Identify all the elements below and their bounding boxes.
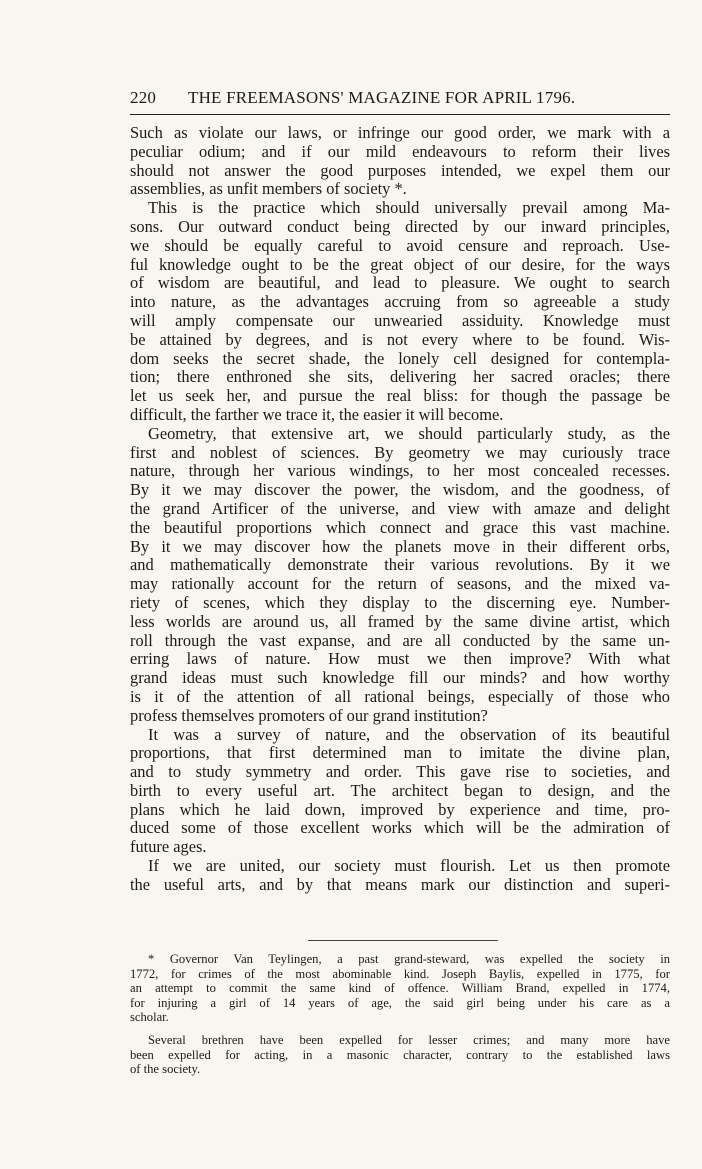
text-line: plans which he laid down, improved by experience and time, pro- bbox=[130, 800, 670, 819]
text-line: and to study symmetry and order. This gave rise to societies, and bbox=[130, 763, 670, 782]
text-line: will amply compensate our unwearied assiduity. Knowledge must bbox=[130, 311, 670, 330]
running-header bbox=[130, 88, 670, 108]
footnote-line: Several brethren have been expelled for lesser crimes; and many more have bbox=[148, 1032, 670, 1047]
text-line: It was a survey of nature, and the observation of its beautiful bbox=[148, 725, 670, 744]
footnote-line: of the society. bbox=[130, 1062, 201, 1077]
text-line: dom seeks the secret shade, the lonely cell designed for contempla- bbox=[130, 349, 670, 368]
text-line: riety of scenes, which they display to the discerning eye. Number- bbox=[130, 593, 670, 612]
text-line: let us seek her, and pursue the real bliss: for though the passage be bbox=[130, 387, 670, 406]
text-line: nature, through her various windings, to her most concealed recesses. bbox=[130, 462, 670, 481]
text-line: into nature, as the advantages accruing from so agreeable a study bbox=[130, 293, 670, 312]
text-line: roll through the vast expanse, and are all conducted by the same un- bbox=[130, 631, 670, 650]
text-line: may rationally account for the return of seasons, and the mixed va- bbox=[130, 575, 670, 594]
text-line: less worlds are around us, all framed by the same divine artist, which bbox=[130, 612, 670, 631]
text-line: sons. Our outward conduct being directed by our inward principles, bbox=[130, 217, 670, 236]
footnote-line: been expelled for acting, in a masonic character, contrary to the established laws bbox=[130, 1047, 670, 1062]
footnote-line: an attempt to commit the same kind of offence. William Brand, expelled in 1774, bbox=[130, 981, 670, 996]
text-line: tion; there enthroned she sits, delivering her sacred oracles; there bbox=[130, 368, 670, 387]
text-line: should not answer the good purposes intended, we expel them our bbox=[130, 161, 670, 180]
text-line: future ages. bbox=[130, 838, 207, 857]
text-line: peculiar odium; and if our mild endeavours to reform their lives bbox=[130, 142, 670, 161]
text-line: ful knowledge ought to be the great object of our desire, for the ways bbox=[130, 255, 670, 274]
text-line: be attained by degrees, and is not every where to be found. Wis- bbox=[130, 330, 670, 349]
text-line: the beautiful proportions which connect and grace this vast machine. bbox=[130, 518, 670, 537]
page-number: 220 bbox=[130, 88, 157, 107]
footnote-line: 1772, for crimes of the most abominable kind. Joseph Baylis, expelled in 1775, for bbox=[130, 966, 670, 981]
text-line: first and noblest of sciences. By geometry we may curiously trace bbox=[130, 443, 670, 462]
footnote-rule bbox=[308, 940, 498, 941]
text-line: difficult, the farther we trace it, the easier it will become. bbox=[130, 405, 504, 424]
text-line: birth to every useful art. The architect began to design, and the bbox=[130, 781, 670, 800]
text-line: Such as violate our laws, or infringe our good order, we mark with a bbox=[130, 124, 670, 142]
text-line: assemblies, as unfit members of society *. bbox=[130, 180, 407, 199]
text-line: duced some of those excellent works which will be the admiration of bbox=[130, 819, 670, 838]
text-line: we should be equally careful to avoid censure and reproach. Use- bbox=[130, 236, 670, 255]
text-line: and mathematically demonstrate their various revolutions. By it we bbox=[130, 556, 670, 575]
text-line: profess themselves promoters of our grand institution? bbox=[130, 706, 488, 725]
text-line: the grand Artificer of the universe, and view with amaze and delight bbox=[130, 499, 670, 518]
footnote-line: * Governor Van Teylingen, a past grand-steward, was expelled the society in bbox=[148, 952, 670, 966]
text-line: This is the practice which should universally prevail among Ma- bbox=[148, 199, 670, 218]
text-line: erring laws of nature. How must we then improve? With what bbox=[130, 650, 670, 669]
text-line: the useful arts, and by that means mark our distinction and superi- bbox=[130, 875, 670, 894]
footnote-line: scholar. bbox=[130, 1010, 169, 1025]
body-text bbox=[130, 124, 670, 895]
text-line: If we are united, our society must flourish. Let us then promote bbox=[148, 857, 670, 876]
footnote-line: for injuring a girl of 14 years of age, the said girl being under his care as a bbox=[130, 995, 670, 1010]
running-title: THE FREEMASONS' MAGAZINE FOR APRIL 1796. bbox=[188, 88, 576, 107]
text-line: By it we may discover how the planets move in their different orbs, bbox=[130, 537, 670, 556]
text-line: of wisdom are beautiful, and lead to pleasure. We ought to search bbox=[130, 274, 670, 293]
header-rule bbox=[130, 114, 670, 115]
text-line: By it we may discover the power, the wisdom, and the goodness, of bbox=[130, 481, 670, 500]
paragraph-gap bbox=[130, 1025, 670, 1033]
text-line: grand ideas must such knowledge fill our minds? and how worthy bbox=[130, 669, 670, 688]
text-line: Geometry, that extensive art, we should particularly study, as the bbox=[148, 424, 670, 443]
text-line: is it of the attention of all rational beings, especially of those who bbox=[130, 687, 670, 706]
footnotes bbox=[130, 952, 670, 1077]
text-line: proportions, that first determined man to imitate the divine plan, bbox=[130, 744, 670, 763]
